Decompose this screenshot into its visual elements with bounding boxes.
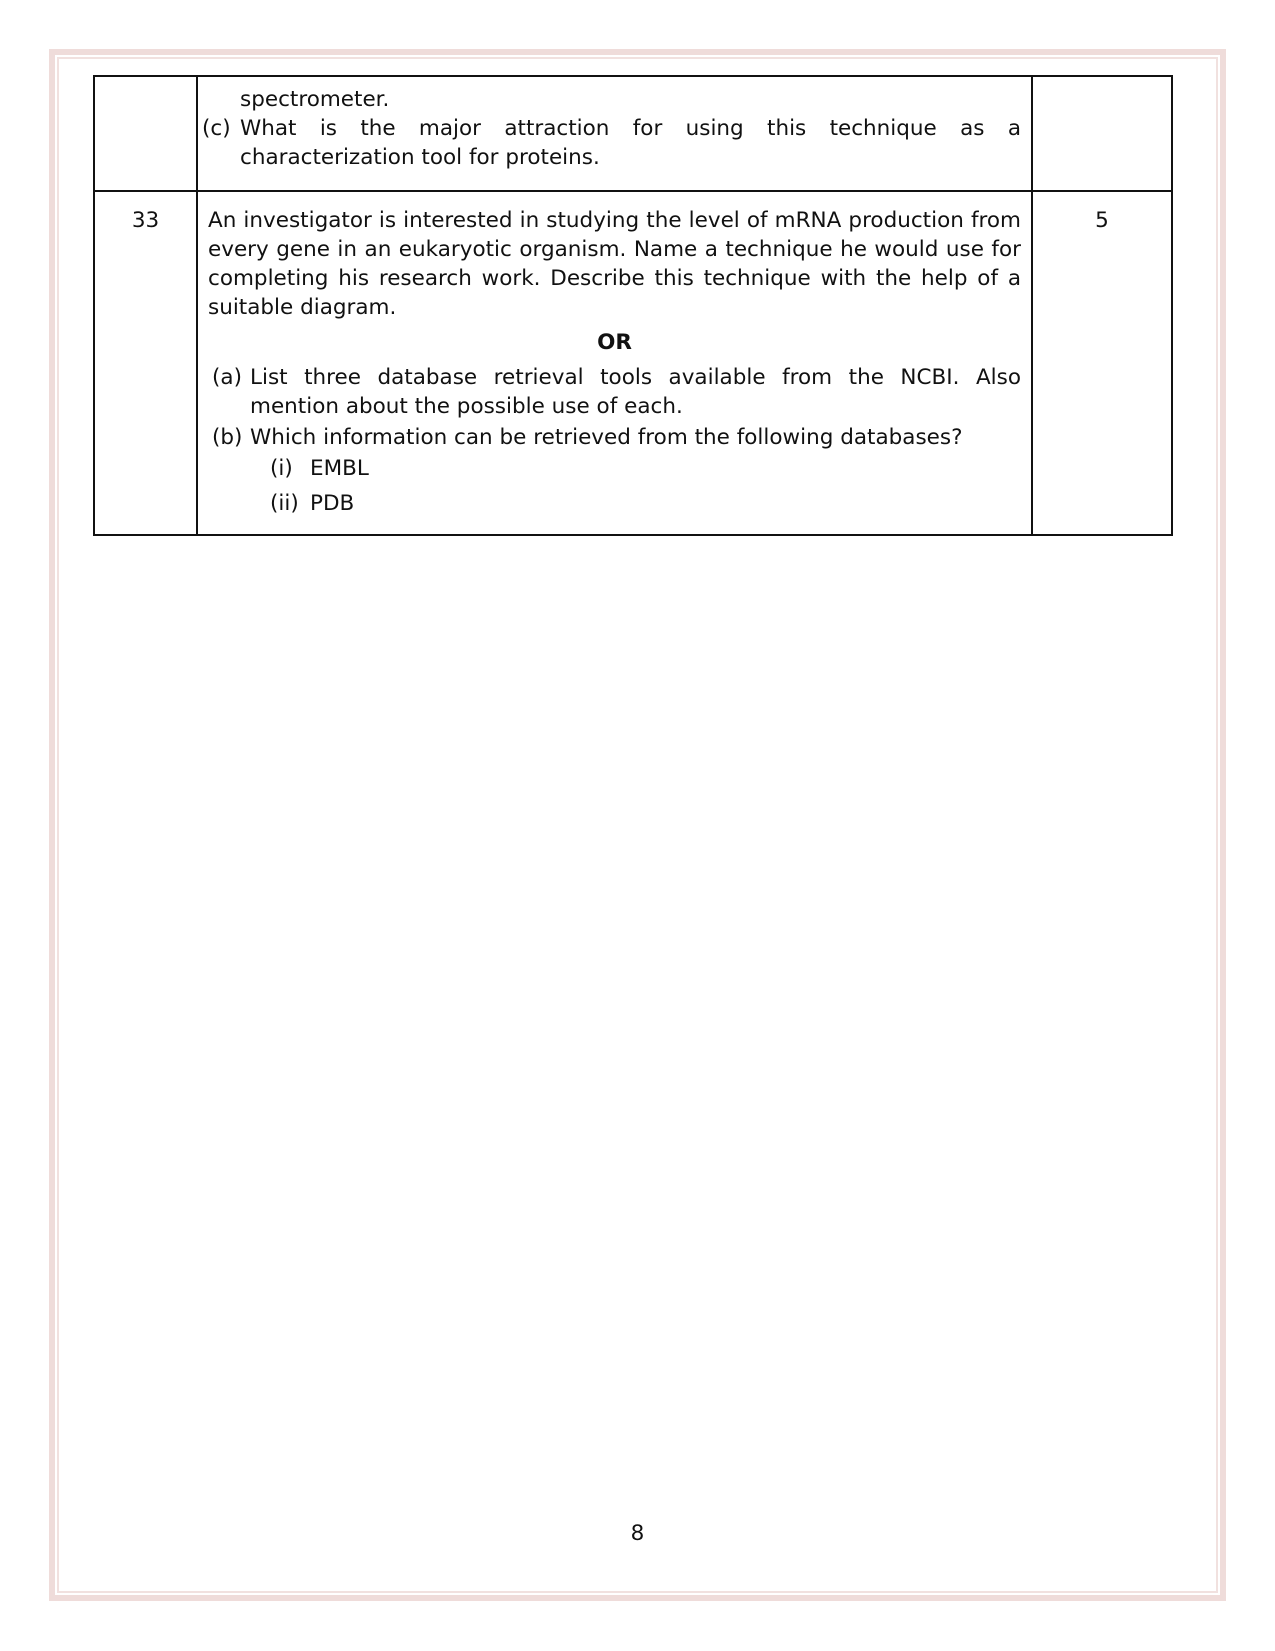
part-c-label: (c)	[202, 116, 231, 141]
table-row	[94, 191, 1172, 535]
question-text-cell	[197, 191, 1032, 535]
database-list	[208, 454, 1021, 518]
list-item-text: EMBL	[310, 456, 369, 481]
part-a-label: (a)	[212, 365, 242, 390]
part-a	[208, 363, 1021, 421]
marks-cell: 5	[1032, 191, 1172, 535]
page-number: 8	[630, 1521, 645, 1546]
list-item-label: (ii)	[270, 491, 299, 516]
list-item	[270, 454, 1021, 483]
part-b	[208, 423, 1021, 452]
part-c-text: What is the major attraction for using this technique as a characterization tool for proteins.	[240, 116, 1021, 170]
part-a-text: List three database retrieval tools available from the NCBI. Also mention about the possible use of each.	[250, 365, 1021, 419]
question-table	[93, 75, 1173, 536]
table-row	[94, 76, 1172, 191]
question-text-cell	[197, 76, 1032, 191]
question-number-cell	[94, 76, 197, 191]
marks-cell	[1032, 76, 1172, 191]
part-b-label: (b)	[212, 425, 243, 450]
question-text: An investigator is interested in studying the level of mRNA production from every gene in an eukaryotic organism. Name a technique he would use for completing his research work. Describe this technique with the help of a suitable diagram.	[208, 208, 1021, 320]
continuation-text: spectrometer.	[240, 87, 390, 112]
list-item-label: (i)	[270, 456, 293, 481]
part-c	[202, 114, 1021, 172]
question-number-cell: 33	[94, 191, 197, 535]
list-item	[270, 489, 1021, 518]
or-separator: OR	[597, 330, 632, 355]
list-item-text: PDB	[310, 491, 355, 516]
part-b-text: Which information can be retrieved from the following databases?	[250, 425, 963, 450]
